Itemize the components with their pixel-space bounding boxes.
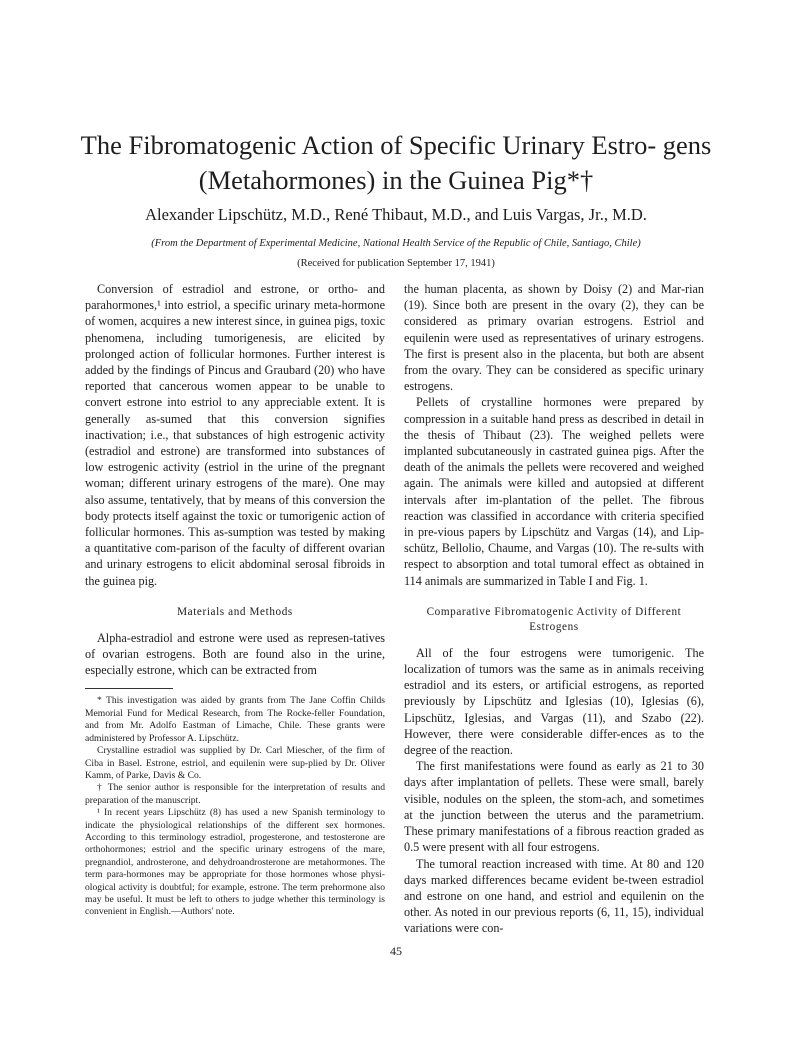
left-column (85, 281, 385, 919)
right-column (404, 281, 704, 937)
placenta-paragraph: the human placenta, as shown by Doisy (2) and Mar-rian (19). Since both are present in the ovary (2), they can be considered as primary ovarian estrogens. Estriol and equilenin were used as representatives of urinary estrogens. The first is present also in the placenta, but both are absent from the ovary. They can be considered as specific urinary estrogens. (404, 282, 704, 394)
comparative-heading: Comparative Fibromatogenic Activity of Different Estrogens (426, 605, 682, 633)
intro-paragraph: Conversion of estradiol and estrone, or ortho- and parahormones,¹ into estriol, a specific urinary meta-hormone of women, acquires a new interest since, in guinea pigs, toxic phenomena, including tumorigenesis, are elicited by prolonged action of follicular hormones. Further interest is added by the findings of Pincus and Graubard (20) who have reported that cancerous women appear to be unable to convert estrone into estriol to any appreciable extent. It is generally as-sumed that this conversion signifies inactivation; i.e., that substances of high estrogenic activity (estradiol and estrone) are transformed into substances of low estrogenic activity (estriol in the urine of the pregnant woman; different urinary estrogens of the mare). One may also assume, tentatively, that by means of this conversion the body protects itself against the toxic or tumorigenic action of follicular hormones. This as-sumption was tested by making a quantitative com-parison of the faculty of different ovarian and urinary estrogens to elicit abdominal serosal fibroids in the guinea pig. (85, 282, 385, 588)
footnote-divider (85, 688, 173, 689)
methods-heading: Materials and Methods (177, 605, 293, 618)
page-number: 45 (390, 944, 402, 958)
footnote-funding: * This investigation was aided by grants from The Jane Coffin Childs Memorial Fund for Medical Research, from The Rocke-feller Foundation, and from Mr. Adolfo Eastman of Limache, Chile. These grants were administered by Professor A. Lipschütz. (85, 695, 385, 744)
article-authors: Alexander Lipschütz, M.D., René Thibaut, M.D., and Luis Vargas, Jr., M.D. (145, 205, 647, 224)
manifestations-paragraph: The first manifestations were found as early as 21 to 30 days after implantation of pellets. These were small, barely visible, nodules on the spleen, the stom-ach, and sometimes at the junction between the uterus and the parametrium. These primary manifestations of a fibrous reaction graded as 0.5 were present with all four estrogens. (404, 759, 704, 855)
received-date: (Received for publication September 17, 1941) (297, 258, 495, 269)
footnote-supplies: Crystalline estradiol was supplied by Dr. Carl Miescher, of the firm of Ciba in Basel. Estrone, estriol, and equilenin were sup-plied by Dr. Oliver Kamm, of Parke, Davis & Co. (85, 745, 385, 781)
tumorigenic-paragraph: All of the four estrogens were tumorigenic. The localization of tumors was the same as in animals receiving estradiol and its esters, or artificial estrogens, as reported previously by Lipschütz and Iglesias (10), Iglesias (6), Lipschütz, Iglesias, and Vargas (11), and Szabo (22). However, there were considerable differ-ences as to the degree of the reaction. (404, 645, 704, 758)
methods-paragraph: Alpha-estradiol and estrone were used as represen-tatives of ovarian estrogens. Both are found also in the urine, especially estrone, which can be extracted from (85, 630, 385, 678)
tumoral-reaction-paragraph: The tumoral reaction increased with time. At 80 and 120 days marked differences became evident be-tween estradiol and estrone on one hand, and estriol and equilenin on the other. As noted in our previous reports (6, 11, 15), individual variations were con- (404, 856, 704, 936)
footnote-terminology: ¹ In recent years Lipschütz (8) has used a new Spanish terminology to indicate the physiological relationships of the different sex hormones. According to this terminology estradiol, progesterone, and testosterone are orthohormones; estriol and the specific urinary estrogens of the mare, pregnandiol, androsterone, and dehydroandrosterone are metahormones. The term para-hormones may be appropriate for those hormones whose physi-ological activity is doubtful; for example, estrone. The term prehormone also may be useful. It must be left to others to judge whether this terminology is convenient in English.—Authors' note. (85, 807, 385, 918)
footnote-senior-author: † The senior author is responsible for the interpretation of results and preparation of the manuscript. (85, 782, 385, 806)
pellets-paragraph: Pellets of crystalline hormones were prepared by compression in a suitable hand press as described in detail in the thesis of Thibaut (23). The weighed pellets were implanted subcutaneously in castrated guinea pigs. After the death of the animals the pellets were recovered and weighed again. The animals were killed and autopsied at different intervals after im-plantation of the pellet. The fibrous reaction was classified in accordance with criteria specified in pre-vious papers by Lipschütz and Vargas (14), and Lip-schütz, Bellolio, Chaume, and Vargas (10). The re-sults with respect to absorption and total tumoral effect as obtained in 114 animals are summarized in Table I and Fig. 1. (404, 395, 704, 588)
article-affiliation: (From the Department of Experimental Medicine, National Health Service of the Republic of Chile, Santiago, Chile) (151, 238, 641, 249)
article-title: The Fibromatogenic Action of Specific Urinary Estro- gens (Metahormones) in the Guinea Pig*† (80, 130, 712, 195)
